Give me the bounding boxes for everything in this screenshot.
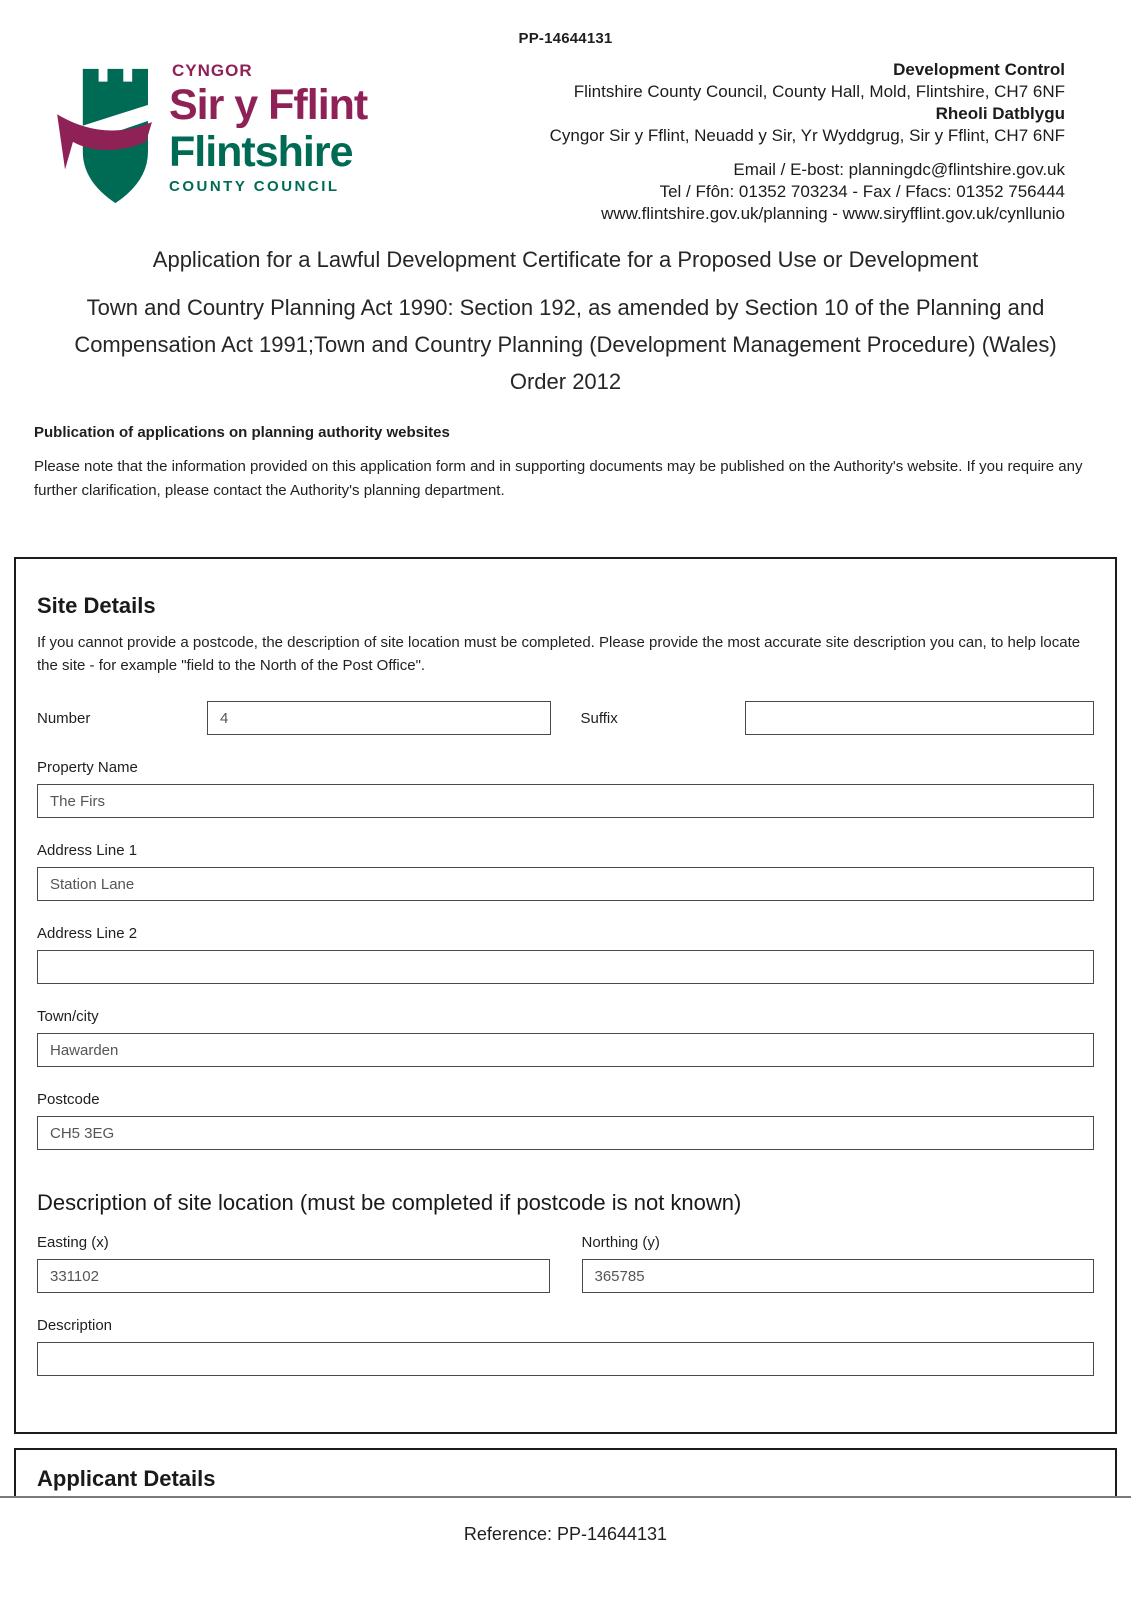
property-name-field-group — [37, 759, 1094, 818]
castle-flag-icon — [55, 57, 159, 213]
northing-field-group — [582, 1234, 1095, 1293]
northing-label: Northing (y) — [581, 1234, 660, 1251]
site-location-description-heading: Description of site location (must be completed if postcode is not known) — [37, 1190, 742, 1215]
number-suffix-row — [37, 701, 1094, 735]
town-city-input[interactable] — [37, 1033, 1094, 1067]
number-field-group — [37, 701, 551, 735]
description-field-group — [37, 1317, 1094, 1376]
applicant-details-section — [14, 1448, 1117, 1496]
easting-input[interactable] — [37, 1259, 550, 1293]
easting-field-group — [37, 1234, 550, 1293]
description-label: Description — [37, 1317, 113, 1334]
logo-county-council-label: COUNTY COUNCIL — [169, 178, 340, 195]
logo-cyngor-label: CYNGOR — [172, 61, 253, 80]
authority-phone-fax: Tel / Ffôn: 01352 703234 - Fax / Ffacs: 01352 756444 — [659, 182, 1065, 201]
town-city-label: Town/city — [37, 1008, 99, 1025]
address-line-2-input[interactable] — [37, 950, 1094, 984]
authority-address-en: Flintshire County Council, County Hall, Mold, Flintshire, CH7 6NF — [573, 82, 1065, 101]
number-label: Number — [37, 709, 91, 727]
suffix-label: Suffix — [580, 709, 618, 727]
department-name-cy: Rheoli Datblygu — [935, 104, 1065, 123]
suffix-field-group — [581, 701, 1095, 735]
town-city-field-group — [37, 1008, 1094, 1067]
number-input[interactable] — [207, 701, 551, 735]
property-name-label: Property Name — [37, 759, 138, 776]
postcode-label: Postcode — [37, 1091, 100, 1108]
contact-spacer — [550, 147, 1065, 159]
authority-address-cy: Cyngor Sir y Fflint, Neuadd y Sir, Yr Wyddgrug, Sir y Fflint, CH7 6NF — [549, 126, 1065, 145]
logo-welsh-name: Sir y Fflint — [169, 81, 368, 129]
page-title: Application for a Lawful Development Certificate for a Proposed Use or Development — [152, 247, 979, 272]
legislation-subtitle: Town and Country Planning Act 1990: Section 192, as amended by Section 10 of the Planning and Compensation Act 1991;Town and Country Planning (Development Management Procedure) (Wales) Order 2012 — [74, 295, 1057, 394]
applicant-details-heading: Applicant Details — [37, 1466, 216, 1491]
address-line-2-label: Address Line 2 — [37, 925, 138, 942]
applicant-details-clipped-region — [14, 1448, 1117, 1496]
authority-websites: www.flintshire.gov.uk/planning - www.siryfflint.gov.uk/cynllunio — [601, 204, 1065, 223]
description-input[interactable] — [37, 1342, 1094, 1376]
publication-notice-body: Please note that the information provided on this application form and in supporting documents may be published on the Authority's website. If you require any further clarification, please contact the Authority's planning department. — [34, 458, 1083, 499]
council-logo-text — [169, 57, 367, 195]
form-reference-top: PP-14644131 — [518, 30, 613, 47]
publication-notice-heading: Publication of applications on planning authority websites — [34, 424, 450, 441]
postcode-input[interactable] — [37, 1116, 1094, 1150]
council-logo — [55, 57, 367, 213]
site-details-intro: If you cannot provide a postcode, the description of site location must be completed. Please provide the most accurate site description you can, to help locate the site - for example "field to the North of the Post Office". — [37, 634, 1081, 674]
northing-input[interactable] — [582, 1259, 1095, 1293]
site-details-section — [14, 557, 1117, 1434]
address-line-1-input[interactable] — [37, 867, 1094, 901]
authority-contact-block — [550, 57, 1065, 225]
address-line-1-field-group — [37, 842, 1094, 901]
logo-english-name: Flintshire — [169, 128, 353, 176]
footer-reference: Reference: PP-14644131 — [463, 1524, 668, 1544]
suffix-input[interactable] — [745, 701, 1095, 735]
page-header — [0, 47, 1131, 225]
site-details-heading: Site Details — [37, 593, 156, 618]
authority-email: Email / E-bost: planningdc@flintshire.gov.uk — [733, 160, 1065, 179]
address-line-2-field-group — [37, 925, 1094, 984]
postcode-field-group — [37, 1091, 1094, 1150]
property-name-input[interactable] — [37, 784, 1094, 818]
easting-northing-row — [37, 1234, 1094, 1293]
address-line-1-label: Address Line 1 — [37, 842, 138, 859]
page-break-line — [0, 1496, 1131, 1498]
department-name-en: Development Control — [893, 60, 1065, 79]
easting-label: Easting (x) — [37, 1234, 109, 1251]
